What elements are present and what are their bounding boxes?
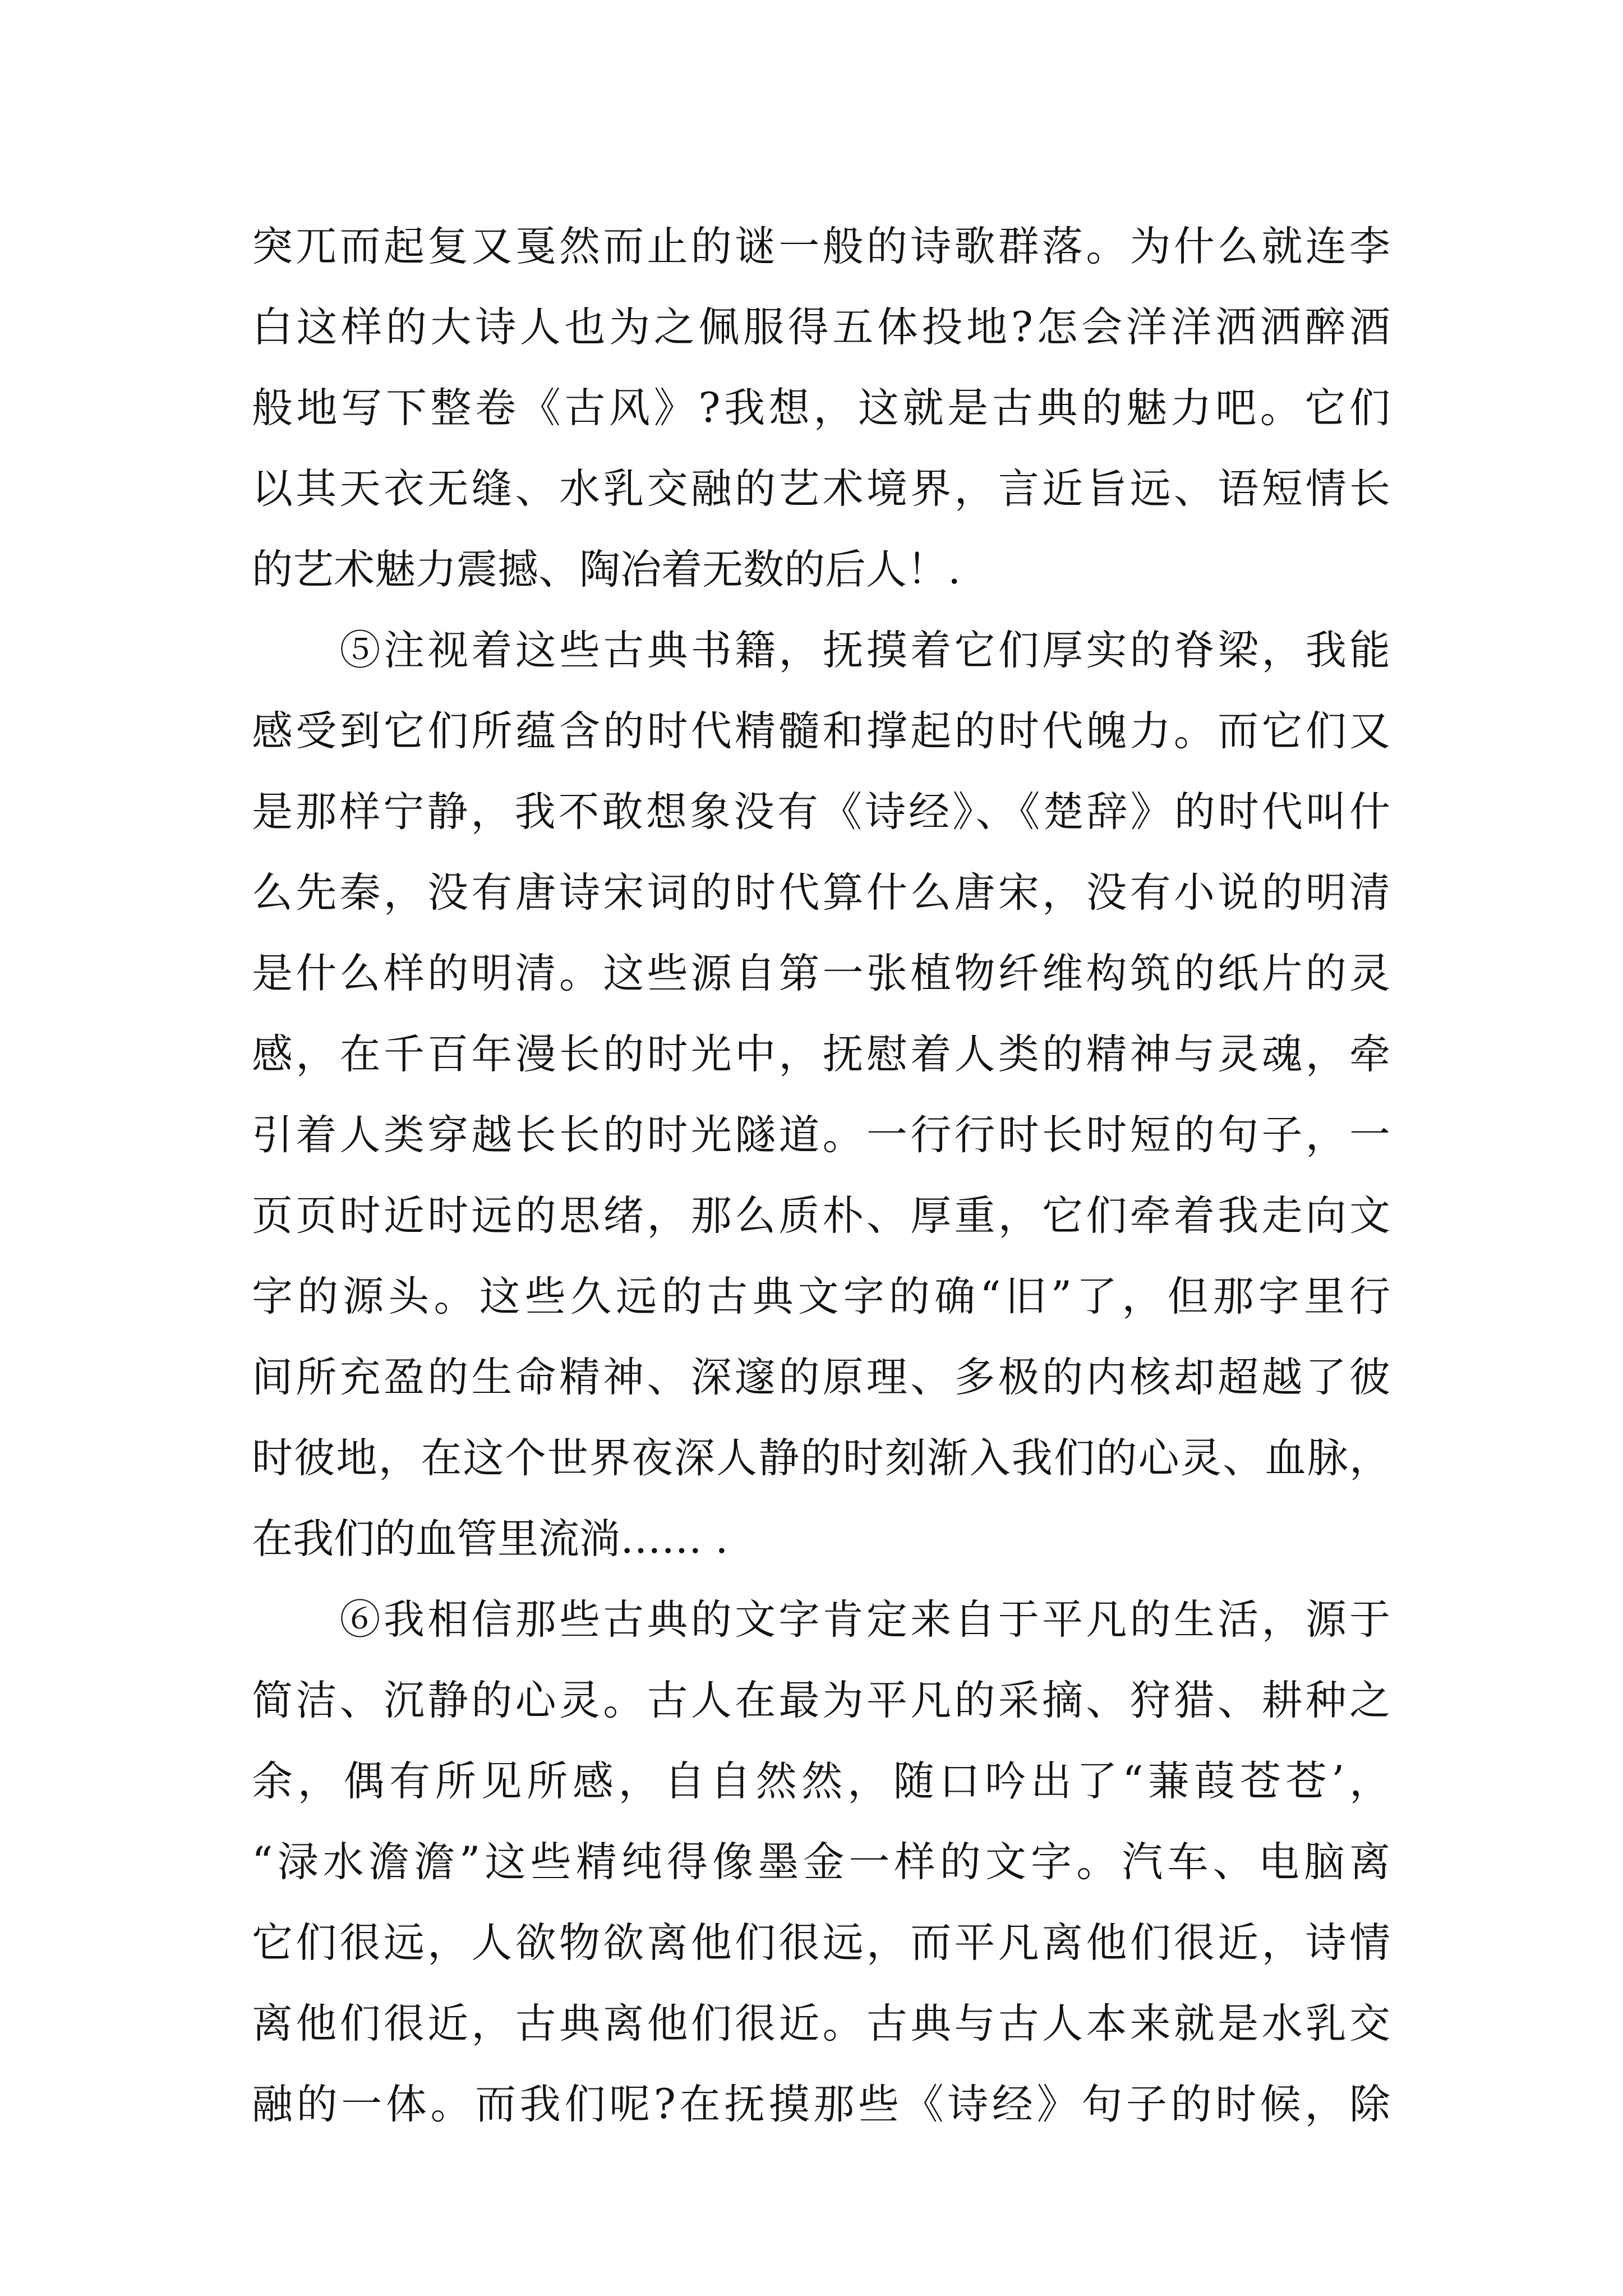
text-line: 余，偶有所见所感，自自然然，随口吟出了“蒹葭苍苍’， — [252, 1757, 1390, 1805]
text-line: 以其天衣无缝、水乳交融的艺术境界，言近旨远、语短情长 — [252, 465, 1390, 513]
text-line: “渌水澹澹”这些精纯得像墨金一样的文字。汽车、电脑离 — [252, 1838, 1390, 1886]
paragraph-6-first-line: ⑥我相信那些古典的文字肯定来自于平凡的生活，源于 — [252, 1596, 1390, 1644]
text-line: 页页时近时远的思绪，那么质朴、厚重，它们牵着我走向文 — [252, 1192, 1390, 1240]
text-line: 在我们的血管里流淌…… . — [252, 1515, 728, 1563]
text-line: 融的一体。而我们呢?在抚摸那些《诗经》句子的时候，除 — [252, 2081, 1390, 2128]
text-line: 简洁、沉静的心灵。古人在最为平凡的采摘、狩猎、耕种之 — [252, 1677, 1390, 1724]
text-line: 它们很远，人欲物欲离他们很远，而平凡离他们很近，诗情 — [252, 1919, 1390, 1967]
paragraph-5-first-line: ⑤注视着这些古典书籍，抚摸着它们厚实的脊梁，我能 — [252, 627, 1390, 674]
text-line: 般地写下整卷《古风》?我想，这就是古典的魅力吧。它们 — [252, 384, 1390, 432]
text-line: 白这样的大诗人也为之佩服得五体投地?怎会洋洋洒洒醉酒 — [252, 303, 1390, 351]
text-line: 是什么样的明清。这些源自第一张植物纤维构筑的纸片的灵 — [252, 950, 1390, 997]
text-line: 间所充盈的生命精神、深邃的原理、多极的内核却超越了彼 — [252, 1354, 1390, 1401]
text-line: 引着人类穿越长长的时光隧道。一行行时长时短的句子，一 — [252, 1111, 1390, 1159]
text-line: 感受到它们所蕴含的时代精髓和撑起的时代魄力。而它们又 — [252, 707, 1390, 755]
text-line: 感，在千百年漫长的时光中，抚慰着人类的精神与灵魂，牵 — [252, 1030, 1390, 1078]
document-page — [252, 206, 1390, 2145]
text-line: 时彼地，在这个世界夜深人静的时刻渐入我们的心灵、血脉， — [252, 1434, 1390, 1482]
text-line: 突兀而起复又戛然而止的谜一般的诗歌群落。为什么就连李 — [252, 223, 1390, 270]
text-line: 么先秦，没有唐诗宋词的时代算什么唐宋，没有小说的明清 — [252, 869, 1390, 917]
text-line: 字的源头。这些久远的古典文字的确“旧”了，但那字里行 — [252, 1273, 1390, 1320]
text-line: 离他们很近，古典离他们很近。古典与古人本来就是水乳交 — [252, 2000, 1390, 2047]
text-line: 的艺术魅力震撼、陶冶着无数的后人！. — [252, 546, 961, 593]
text-line: 是那样宁静，我不敢想象没有《诗经》、《楚辞》的时代叫什 — [252, 788, 1390, 836]
